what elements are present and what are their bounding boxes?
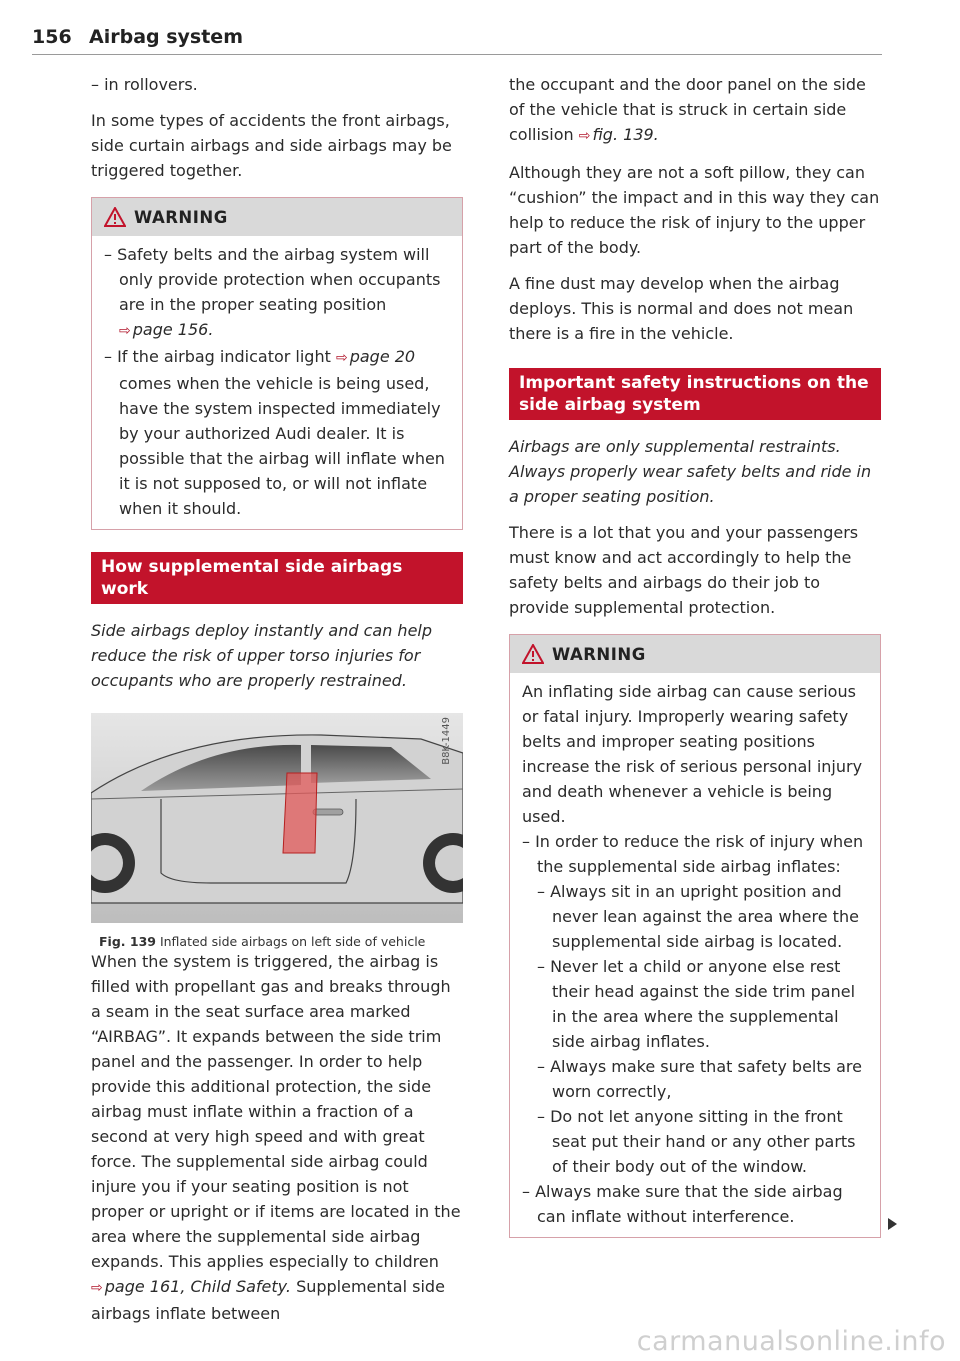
xref-arrow-icon: ⇨	[335, 350, 348, 366]
paragraph: – in rollovers.	[91, 75, 198, 94]
xref-arrow-icon: ⇨	[578, 128, 591, 144]
section-intro: Airbags are only supplemental restraints. Always properly wear safety belts and ride in a proper seating position.	[509, 437, 872, 506]
paragraph: A fine dust may develop when the airbag deploys. This is normal and does not mean there is a fire in the vehicle.	[509, 274, 854, 343]
section-heading: How supplemental side airbags work	[91, 552, 463, 604]
paragraph: In some types of accidents the front airbags, side curtain airbags and side airbags may be triggered together.	[91, 111, 452, 180]
warning-item	[104, 344, 450, 521]
left-column	[91, 72, 463, 1337]
warning-triangle-icon	[104, 207, 126, 227]
warning-subitem: – Always make sure that safety belts are worn correctly,	[537, 1057, 862, 1101]
paragraph: Although they are not a soft pillow, they can “cushion” the impact and in this way they can help to reduce the risk of injury to the upper part of the body.	[509, 163, 880, 257]
warning-item: – Always make sure that the side airbag can inflate without interference.	[522, 1182, 843, 1226]
figure-caption	[91, 929, 463, 954]
xref-arrow-icon: ⇨	[91, 1280, 103, 1296]
xref-arrow-icon: ⇨	[119, 323, 131, 339]
figure-code: B8K-1449	[441, 717, 452, 765]
page-header	[32, 22, 882, 55]
warning-item: – In order to reduce the risk of injury when the supplemental side airbag inflates:	[522, 832, 864, 876]
warning-item-text: – If the airbag indicator light	[104, 347, 331, 366]
right-column	[509, 72, 881, 1256]
warning-box	[509, 634, 881, 1238]
warning-title: WARNING	[552, 644, 646, 664]
section-title: Airbag system	[89, 26, 243, 48]
page-reference-link[interactable]: page 20	[349, 347, 416, 366]
warning-subitem: – Do not let anyone sitting in the front seat put their hand or any other parts of their body out of the window.	[537, 1107, 856, 1176]
figure	[91, 713, 463, 949]
warning-item-text: comes when the vehicle is being used, have the system inspected immediately by your authorized Audi dealer. It is possible that the airbag will inflate when it is not supposed to, or will not inflate when it should.	[119, 374, 445, 518]
figure-caption-text: Inflated side airbags on left side of vehicle	[159, 934, 426, 949]
paragraph	[91, 949, 463, 1326]
warning-subitem: – Never let a child or anyone else rest their head against the side trim panel in the area where the supplemental side airbag inflates.	[537, 957, 856, 1051]
paragraph-text: When the system is triggered, the airbag is filled with propellant gas and breaks through a seam in the seat surface area marked “AIRBAG”. It expands between the side trim panel and the passenger. In order to help provide this additional protection, the side airbag must inflate within a fraction of a second at very high speed and with great force. The supplemental side airbag could injure you if your seating position is not proper or upright or if items are located in the area where the supplemental side airbag expands. This applies especially to children	[91, 952, 461, 1271]
warning-title: WARNING	[134, 207, 228, 227]
paragraph-text: Supplemental side airbags inflate between	[91, 1277, 445, 1323]
watermark: carmanualsonline.info	[636, 1326, 946, 1357]
paragraph	[509, 72, 881, 149]
warning-box	[91, 197, 463, 530]
figure-reference-link[interactable]: fig. 139.	[592, 125, 659, 144]
warning-triangle-icon	[522, 644, 544, 664]
continue-arrow-icon	[888, 1218, 897, 1230]
car-side-airbag-illustration	[91, 713, 463, 923]
paragraph: There is a lot that you and your passengers must know and act accordingly to help the safety belts and airbags do their job to provide supplemental protection.	[509, 523, 859, 617]
section-intro: Side airbags deploy instantly and can help reduce the risk of upper torso injuries for occupants who are properly restrained.	[91, 621, 433, 690]
warning-header	[510, 635, 880, 673]
page-reference-link[interactable]: page 161, Child Safety.	[104, 1277, 291, 1296]
warning-item-text: – Safety belts and the airbag system will only provide protection when occupants are in the proper seating position	[104, 245, 441, 314]
warning-item	[104, 242, 450, 344]
section-heading: Important safety instructions on the side airbag system	[509, 368, 881, 420]
figure-label: Fig. 139	[99, 934, 156, 949]
page-number: 156	[32, 26, 72, 48]
warning-header	[92, 198, 462, 236]
paragraph-text: the occupant and the door panel on the side of the vehicle that is struck in certain side collision	[509, 75, 866, 144]
warning-subitem: – Always sit in an upright position and never lean against the area where the supplemental side airbag is located.	[537, 882, 859, 951]
page-reference-link[interactable]: page 156.	[132, 320, 214, 339]
warning-text: An inflating side airbag can cause serious or fatal injury. Improperly wearing safety belts and improper seating positions increase the risk of serious personal injury and death whenever a vehicle is being used.	[522, 682, 863, 826]
